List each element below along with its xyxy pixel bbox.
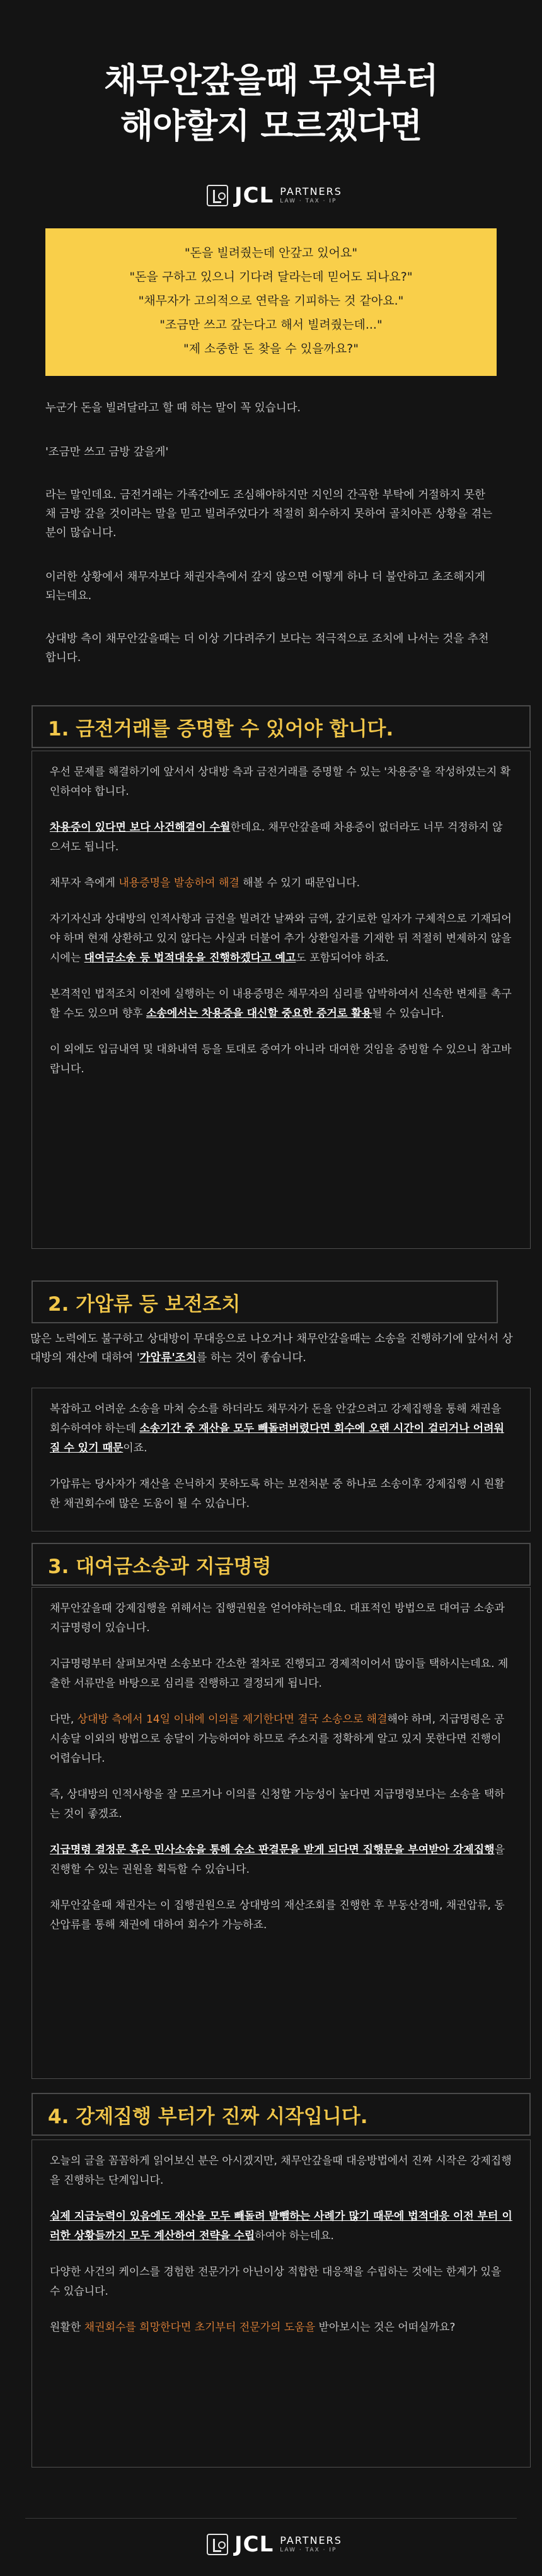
s3-paragraph-1: 채무안갚을때 강제집행을 위해서는 집행권원을 얻어야하는데요. 대표적인 방법으로 대여금 소송과 지급명령이 있습니다. (50, 1602, 505, 1634)
jcl-logo-top (207, 183, 342, 208)
s4-paragraph-2: 실제 지급능력이 있음에도 재산을 모두 빼돌려 발뺌하는 사례가 많기 때문에 법적대응 이전 부터 이러한 상황들까지 모두 계산하여 전략을 수립하여야 하는데요. (50, 2210, 512, 2242)
s3-paragraph-5: 지급명령 결정문 혹은 민사소송을 통해 승소 판결문을 받게 되다면 집행문을 부여받아 강제집행을 진행할 수 있는 권원을 획득할 수 있습니다. (50, 1844, 505, 1876)
intro-paragraph-3: 라는 말인데요. 금전거래는 가족간에도 조심해야하지만 지인의 간곡한 부탁에 거절하지 못한 채 금방 갚을 것이라는 말을 믿고 빌려주었다가 적절히 회수하지 못하여 골치아픈 상황을 겪는 분이 많습니다. (45, 489, 493, 539)
section-4-heading (32, 2093, 531, 2136)
intro-paragraph-5: 상대방 측이 채무안갚을때는 더 이상 기다려주기 보다는 적극적으로 조치에 나서는 것을 추천합니다. (45, 633, 489, 664)
intro-paragraph-2: '조금만 쓰고 금방 갚을게' (45, 446, 169, 459)
s4-paragraph-3: 다양한 사건의 케이스를 경험한 전문가가 아닌이상 적합한 대응책을 수립하는 것에는 한계가 있을 수 있습니다. (50, 2266, 502, 2298)
quote-5: "제 소중한 돈 찾을 수 있을까요?" (183, 342, 359, 356)
logo-sub: LAW · TAX · IP (280, 198, 337, 204)
s1-paragraph-4: 자기자신과 상대방의 인적사항과 금전을 빌려간 날짜와 금액, 갚기로한 일자가 구체적으로 기재되어야 하며 현재 상환하고 있지 않다는 사실과 더불어 추가 상환일자를 기재한 뒤 적절히 변제하지 않을 시에는 대여금소송 등 법적대응을 진행하겠다고 예고도 포함되어야 하죠. (50, 913, 512, 964)
s2-paragraph-2: 복잡하고 어려운 소송을 마쳐 승소를 하더라도 채무자가 돈을 안갚으려고 강제집행을 통해 채권을 회수하여야 하는데 소송기간 중 재산을 모두 빼돌려버렸다면 회수에 오랜 시간이 걸리거나 어려워질 수 있기 때문이죠. (50, 1403, 504, 1455)
section-2-box (32, 1388, 531, 1531)
section-2-heading (32, 1280, 498, 1323)
intro-paragraph-4: 이러한 상황에서 채무자보다 채권자측에서 갚지 않으면 어떻게 하나 더 불안하고 초조해지게 되는데요. (45, 571, 486, 602)
section-4-box (32, 2140, 531, 2468)
section-4-title: 4. 강제집행 부터가 진짜 시작입니다. (48, 2105, 368, 2128)
s3-paragraph-4: 즉, 상대방의 인적사항을 잘 모르거나 이의를 신청할 가능성이 높다면 지급명령보다는 소송을 택하는 것이 좋겠죠. (50, 1788, 505, 1820)
s1-paragraph-1: 우선 문제를 해결하기에 앞서서 상대방 측과 금전거래를 증명할 수 있는 '차용증'을 작성하였는지 확인하여야 합니다. (50, 766, 511, 798)
s4-paragraph-4: 원활한 채권회수를 희망한다면 초기부터 전문가의 도움을 받아보시는 것은 어떠실까요? (50, 2321, 456, 2334)
s3-paragraph-2: 지급명령부터 살펴보자면 소송보다 간소한 절차로 진행되고 경제적이어서 많이들 택하시는데요. 제출한 서류만을 바탕으로 심리를 진행하고 결정되게 됩니다. (50, 1658, 509, 1690)
section-3-box (32, 1587, 531, 2079)
title-line-1: 채무안갚을때 무엇부터 (104, 61, 438, 100)
quote-box (45, 228, 497, 376)
s2-paragraph-3: 가압류는 당사자가 재산을 은닉하지 못하도록 하는 보전처분 중 하나로 소송이후 강제집행 시 원활한 채권회수에 많은 도움이 될 수 있습니다. (50, 1478, 505, 1510)
logo-word: JCL (234, 2532, 274, 2557)
quote-1: "돈을 빌려줬는데 안갚고 있어요" (184, 246, 358, 260)
quote-2: "돈을 구하고 있으니 기다려 달라는데 믿어도 되나요?" (129, 270, 413, 284)
s1-paragraph-6: 이 외에도 입금내역 및 대화내역 등을 토대로 증여가 아니라 대여한 것임을 증빙할 수 있으니 참고바랍니다. (50, 1043, 512, 1075)
s2-paragraph-1: 많은 노력에도 불구하고 상대방이 무대응으로 나오거나 채무안갚을때는 소송을 진행하기에 앞서서 상대방의 재산에 대하여 '가압류'조치를 하는 것이 좋습니다. (30, 1333, 513, 1364)
section-1-box (32, 751, 531, 1249)
section-2-title: 2. 가압류 등 보전조치 (48, 1292, 241, 1316)
intro-paragraph-1: 누군가 돈을 빌려달라고 할 때 하는 말이 꼭 있습니다. (45, 402, 301, 414)
s4-paragraph-1: 오늘의 글을 꼼꼼하게 읽어보신 분은 아시겠지만, 채무안갚을때 대응방법에서 진짜 시작은 강제집행을 진행하는 단계입니다. (50, 2155, 512, 2187)
s3-paragraph-3: 다만, 상대방 측에서 14일 이내에 이의를 제기한다면 결국 소송으로 해결해야 하며, 지급명령은 공시송달 이외의 방법으로 송달이 가능하여야 하므로 주소지를 정확하게 알고 있지 못한다면 진행이 어렵습니다. (50, 1713, 505, 1765)
page-title (0, 58, 542, 149)
title-line-2: 해야할지 모르겠다면 (120, 106, 422, 146)
section-3-heading (32, 1543, 531, 1586)
logo-partners: PARTNERS (280, 185, 342, 197)
jcl-logo-bottom (207, 2532, 342, 2557)
section-3-title: 3. 대여금소송과 지급명령 (48, 1555, 272, 1578)
jcl-logo-icon (207, 2534, 228, 2555)
s3-paragraph-6: 채무안갚을때 채권자는 이 집행권원으로 상대방의 재산조회를 진행한 후 부동산경매, 채권압류, 동산압류를 통해 채권에 대하여 회수가 가능하죠. (50, 1899, 505, 1931)
jcl-logo-icon (207, 185, 228, 206)
logo-word: JCL (234, 183, 274, 208)
section-1-heading (32, 705, 531, 748)
logo-sub: LAW · TAX · IP (280, 2547, 337, 2553)
s1-paragraph-5: 본격적인 법적조치 이전에 실행하는 이 내용증명은 채무자의 심리를 압박하여서 신속한 변제를 촉구할 수도 있으며 향후 소송에서는 차용증을 대신할 중요한 증거로 활용될 수 있습니다. (50, 988, 512, 1020)
logo-partners: PARTNERS (280, 2534, 342, 2546)
section-1-title: 1. 금전거래를 증명할 수 있어야 합니다. (48, 717, 394, 741)
s1-paragraph-3: 채무자 측에게 내용증명을 발송하여 해결 해볼 수 있기 때문입니다. (50, 877, 360, 889)
quote-3: "채무자가 고의적으로 연락을 기피하는 것 같아요." (138, 294, 404, 308)
quote-4: "조금만 쓰고 갚는다고 해서 빌려줬는데..." (159, 318, 383, 332)
footer-divider (25, 2518, 517, 2519)
s1-paragraph-2: 차용증이 있다면 보다 사건해결이 수월한데요. 채무안갚을때 차용증이 없더라도 너무 걱정하지 않으셔도 됩니다. (50, 821, 503, 853)
